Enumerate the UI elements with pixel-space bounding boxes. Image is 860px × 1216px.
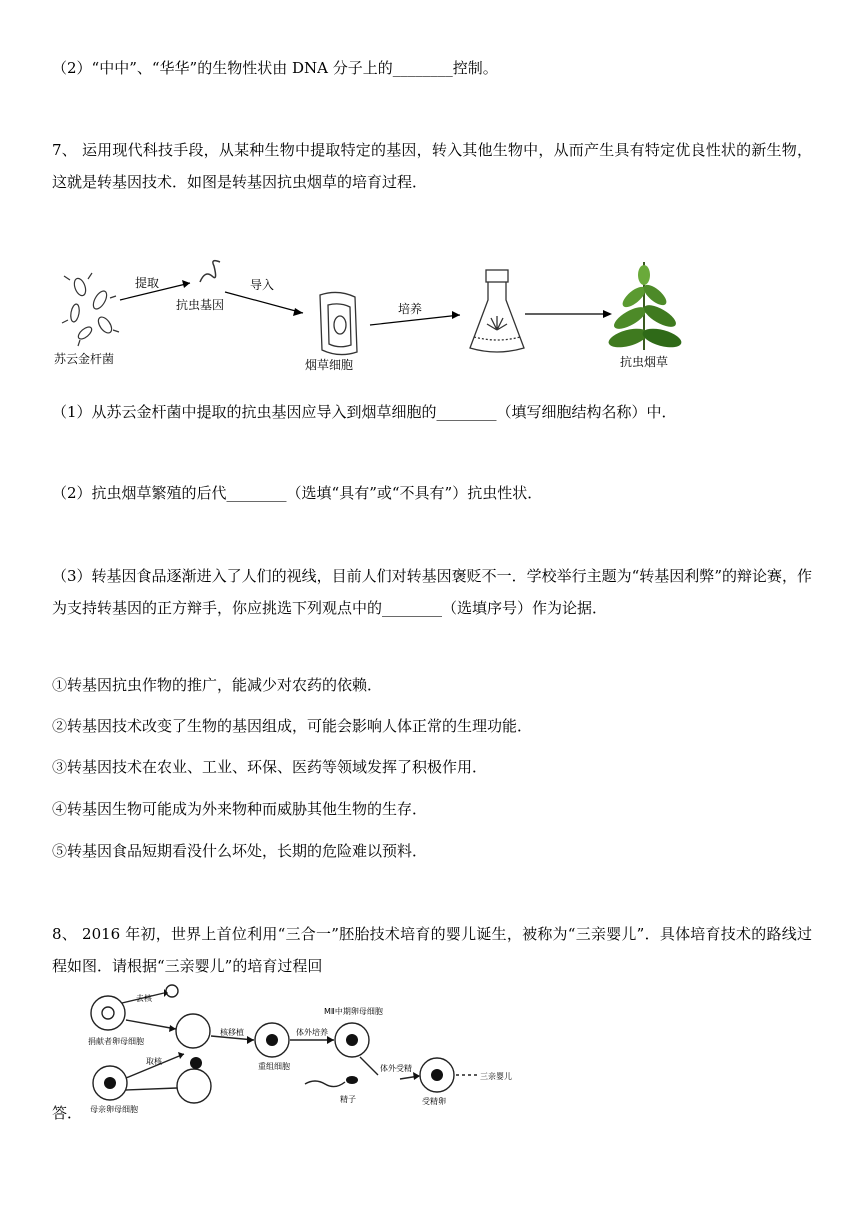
plant-label: 抗虫烟草 (620, 355, 669, 369)
reconstructed-label: 重组细胞 (258, 1062, 290, 1071)
bacteria-label: 苏云金杆菌 (54, 352, 115, 366)
gene-label: 抗虫基因 (176, 298, 225, 312)
q8-stem: 8、 2016 年初，世界上首位利用“三合一”胚胎技术培育的婴儿诞生，被称为“三亲婴儿”．具体培育技术的路线过程如图．请根据“三亲婴儿”的培育过程回 (52, 925, 812, 975)
donor-label: 捐献者卵母细胞 (88, 1037, 144, 1046)
import-label: 导入 (250, 278, 275, 292)
baby-label: 三亲婴儿 (480, 1072, 512, 1081)
cell-label: 烟草细胞 (305, 358, 354, 372)
q7-stem: 7、 运用现代科技手段，从某种生物中提取特定的基因，转入其他生物中，从而产生具有特定优良性状的新生物，这就是转基因技术．如图是转基因抗虫烟草的培育过程． (52, 141, 812, 191)
take-nucleus-label: 取核 (146, 1057, 162, 1066)
option-5: ⑤转基因食品短期看没什么坏处，长期的危险难以预料． (52, 842, 428, 860)
option-2: ②转基因技术改变了生物的基因组成，可能会影响人体正常的生理功能． (52, 717, 533, 735)
option-1: ①转基因抗虫作物的推广，能减少对农药的依赖． (52, 676, 383, 694)
q6-part2: （2）“中中”、“华华”的生物性状由 DNA 分子上的________控制。 (52, 59, 498, 77)
q7-part1: （1）从苏云金杆菌中提取的抗虫基因应导入到烟草细胞的________（填写细胞结构名称）中． (52, 403, 677, 421)
mother-label: 母亲卵母细胞 (90, 1105, 138, 1114)
q7-part2: （2）抗虫烟草繁殖的后代________（选填“具有”或“不具有”）抗虫性状． (52, 484, 543, 502)
extract-label: 提取 (135, 276, 160, 290)
in-vitro-culture-label: 体外培养 (296, 1028, 328, 1037)
denucleate-label: 去核 (136, 994, 152, 1003)
option-4: ④转基因生物可能成为外来物种而威胁其他生物的生存． (52, 800, 428, 818)
transfer-label: 核移植 (220, 1028, 244, 1037)
culture-label: 培养 (398, 302, 423, 316)
q8-stem-end: 答． (52, 1104, 83, 1122)
zygote-label: 受精卵 (422, 1097, 446, 1106)
sperm-label: 精子 (340, 1095, 356, 1104)
option-3: ③转基因技术在农业、工业、环保、医药等领域发挥了积极作用． (52, 758, 488, 776)
in-vitro-fert-label: 体外受精 (380, 1064, 412, 1073)
mii-oocyte-label: MⅡ中期卵母细胞 (324, 1007, 383, 1016)
q7-part3: （3）转基因食品逐渐进入了人们的视线，目前人们对转基因褒贬不一．学校举行主题为“转基因利弊”的辩论赛，作为支持转基因的正方辩手，你应挑选下列观点中的________（选填序号）作为论据． (52, 567, 812, 617)
